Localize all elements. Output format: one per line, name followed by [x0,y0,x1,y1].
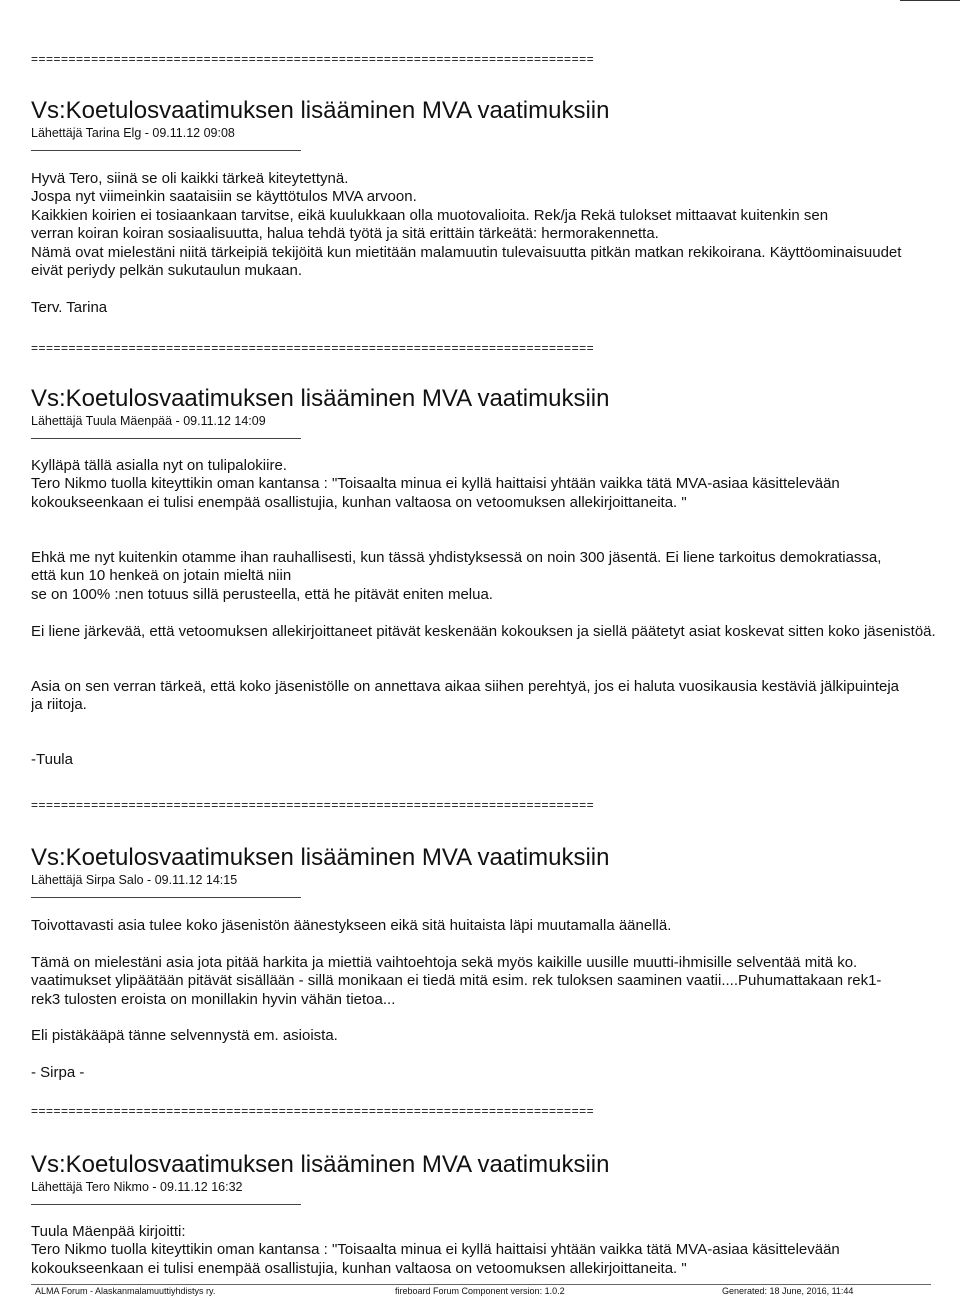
post-divider [31,1204,301,1205]
post-line: Asia on sen verran tärkeä, että koko jäsenistölle on annettava aikaa siihen perehtyä, jos ei haluta vuosikausia kestäviä jälkipuinteja [31,677,900,695]
forum-post [31,843,960,1083]
post-line: ja riitoja. [31,696,87,714]
post-line: - Sirpa - [31,1064,85,1082]
footer-component-version: fireboard Forum Component version: 1.0.2 [395,1286,565,1296]
post-line [31,659,960,677]
post-divider [31,897,301,898]
post-line [31,1046,960,1064]
footer-site-name: ALMA Forum - Alaskanmalamuuttiyhdistys ry. [35,1286,216,1296]
post-title: Vs:Koetulosvaatimuksen lisääminen MVA vaatimuksiin [31,385,610,412]
separator: =========================================================================== [31,52,595,66]
post-title: Vs:Koetulosvaatimuksen lisääminen MVA vaatimuksiin [31,1151,610,1178]
post-meta: Lähettäjä Sirpa Salo - 09.11.12 14:15 [31,873,238,887]
post-line: kokoukseenkaan ei tulisi enempää osallistujia, kunhan valtaosa on vetoomuksen allekirjoittaneita. " [31,1259,687,1277]
post-line [31,512,960,530]
post-body [31,170,960,317]
post-line: Jospa nyt viimeinkin saataisiin se käyttötulos MVA arvoon. [31,188,417,206]
post-body [31,457,960,770]
separator: =========================================================================== [31,1104,595,1118]
post-line: Eli pistäkääpä tänne selvennystä em. asioista. [31,1027,338,1045]
forum-post [31,384,960,770]
page-footer [0,1284,960,1297]
post-line: Tero Nikmo tuolla kiteyttikin oman kantansa : "Toisaalta minua ei kyllä haittaisi yhtään vaikka tätä MVA-asiaa käsittelevään [31,1241,840,1259]
separator: =========================================================================== [31,341,595,355]
post-line [31,641,960,659]
post-body [31,1223,960,1278]
post-line [31,1009,960,1027]
post-line [31,935,960,953]
separator: =========================================================================== [31,798,595,812]
post-line: että kun 10 henkeä on jotain mieltä niin [31,567,292,585]
forum-post [31,1150,960,1278]
forum-post [31,96,960,317]
post-line: -Tuula [31,751,73,769]
post-line: verran koiran koiran sosiaalisuutta, halua tehdä työtä ja sitä erittäin tärkeätä: hermorakennetta. [31,225,659,243]
post-line [31,604,960,622]
post-title: Vs:Koetulosvaatimuksen lisääminen MVA vaatimuksiin [31,844,610,871]
post-line: kokoukseenkaan ei tulisi enempää osallistujia, kunhan valtaosa on vetoomuksen allekirjoittaneita. " [31,493,687,511]
post-line: Tämä on mielestäni asia jota pitää harkita ja miettiä vaihtoehtoja sekä myös kaikille uusille muutti-ihmisille selventää mitä ko. [31,953,858,971]
post-meta: Lähettäjä Tuula Mäenpää - 09.11.12 14:09 [31,414,266,428]
post-line: Tero Nikmo tuolla kiteyttikin oman kantansa : "Toisaalta minua ei kyllä haittaisi yhtään vaikka tätä MVA-asiaa käsittelevään [31,475,840,493]
post-divider [31,150,301,151]
post-line: Kylläpä tällä asialla nyt on tulipalokiire. [31,457,287,474]
post-body [31,917,960,1083]
post-line: Nämä ovat mielestäni niitä tärkeipiä tekijöitä kun mietitään malamuutin tulevaisuutta pitkän matkan rekikoirana. Käyttöominaisuudet [31,243,902,261]
post-line: Terv. Tarina [31,298,108,316]
post-line: Tuula Mäenpää kirjoitti: [31,1223,186,1240]
post-line [31,715,960,733]
post-line: Kaikkien koirien ei tosiaankaan tarvitse, eikä kuulukkaan olla muotovalioita. Rek/ja Rekä tulokset mittaavat kuitenkin sen [31,206,829,224]
post-line: eivät periydy pelkän sukutaulun mukaan. [31,262,302,280]
post-line: Hyvä Tero, siinä se oli kaikki tärkeä kiteytettynä. [31,170,349,187]
post-line: se on 100% :nen totuus sillä perusteella, että he pitävät eniten melua. [31,585,493,603]
post-line: Ei liene järkevää, että vetoomuksen allekirjoittaneet pitävät keskenään kokouksen ja siellä päätetyt asiat koskevat sitten koko jäsenistöä. [31,622,936,640]
post-meta: Lähettäjä Tero Nikmo - 09.11.12 16:32 [31,1180,243,1194]
footer-generated-date: Generated: 18 June, 2016, 11:44 [722,1286,854,1296]
post-line: Toivottavasti asia tulee koko jäsenistön äänestykseen eikä sitä huitaista läpi muutamalla äänellä. [31,917,672,934]
post-line [31,531,960,549]
post-line: rek3 tulosten eroista on monillakin hyvin vähän tietoa... [31,990,396,1008]
post-line [31,280,960,298]
post-divider [31,438,301,439]
post-line [31,733,960,751]
post-line: vaatimukset ylipäätään pitävät sisällään - sillä monikaan ei tiedä mitä esim. rek tuloksen saaminen vaatii....Puhumattakaan rek1- [31,972,882,990]
top-rule [900,0,960,1]
post-meta: Lähettäjä Tarina Elg - 09.11.12 09:08 [31,126,235,140]
post-line: Ehkä me nyt kuitenkin otamme ihan rauhallisesti, kun tässä yhdistyksessä on noin 300 jäsentä. Ei liene tarkoitus demokratiassa, [31,549,882,566]
footer-divider [31,1284,931,1285]
post-title: Vs:Koetulosvaatimuksen lisääminen MVA vaatimuksiin [31,97,610,124]
